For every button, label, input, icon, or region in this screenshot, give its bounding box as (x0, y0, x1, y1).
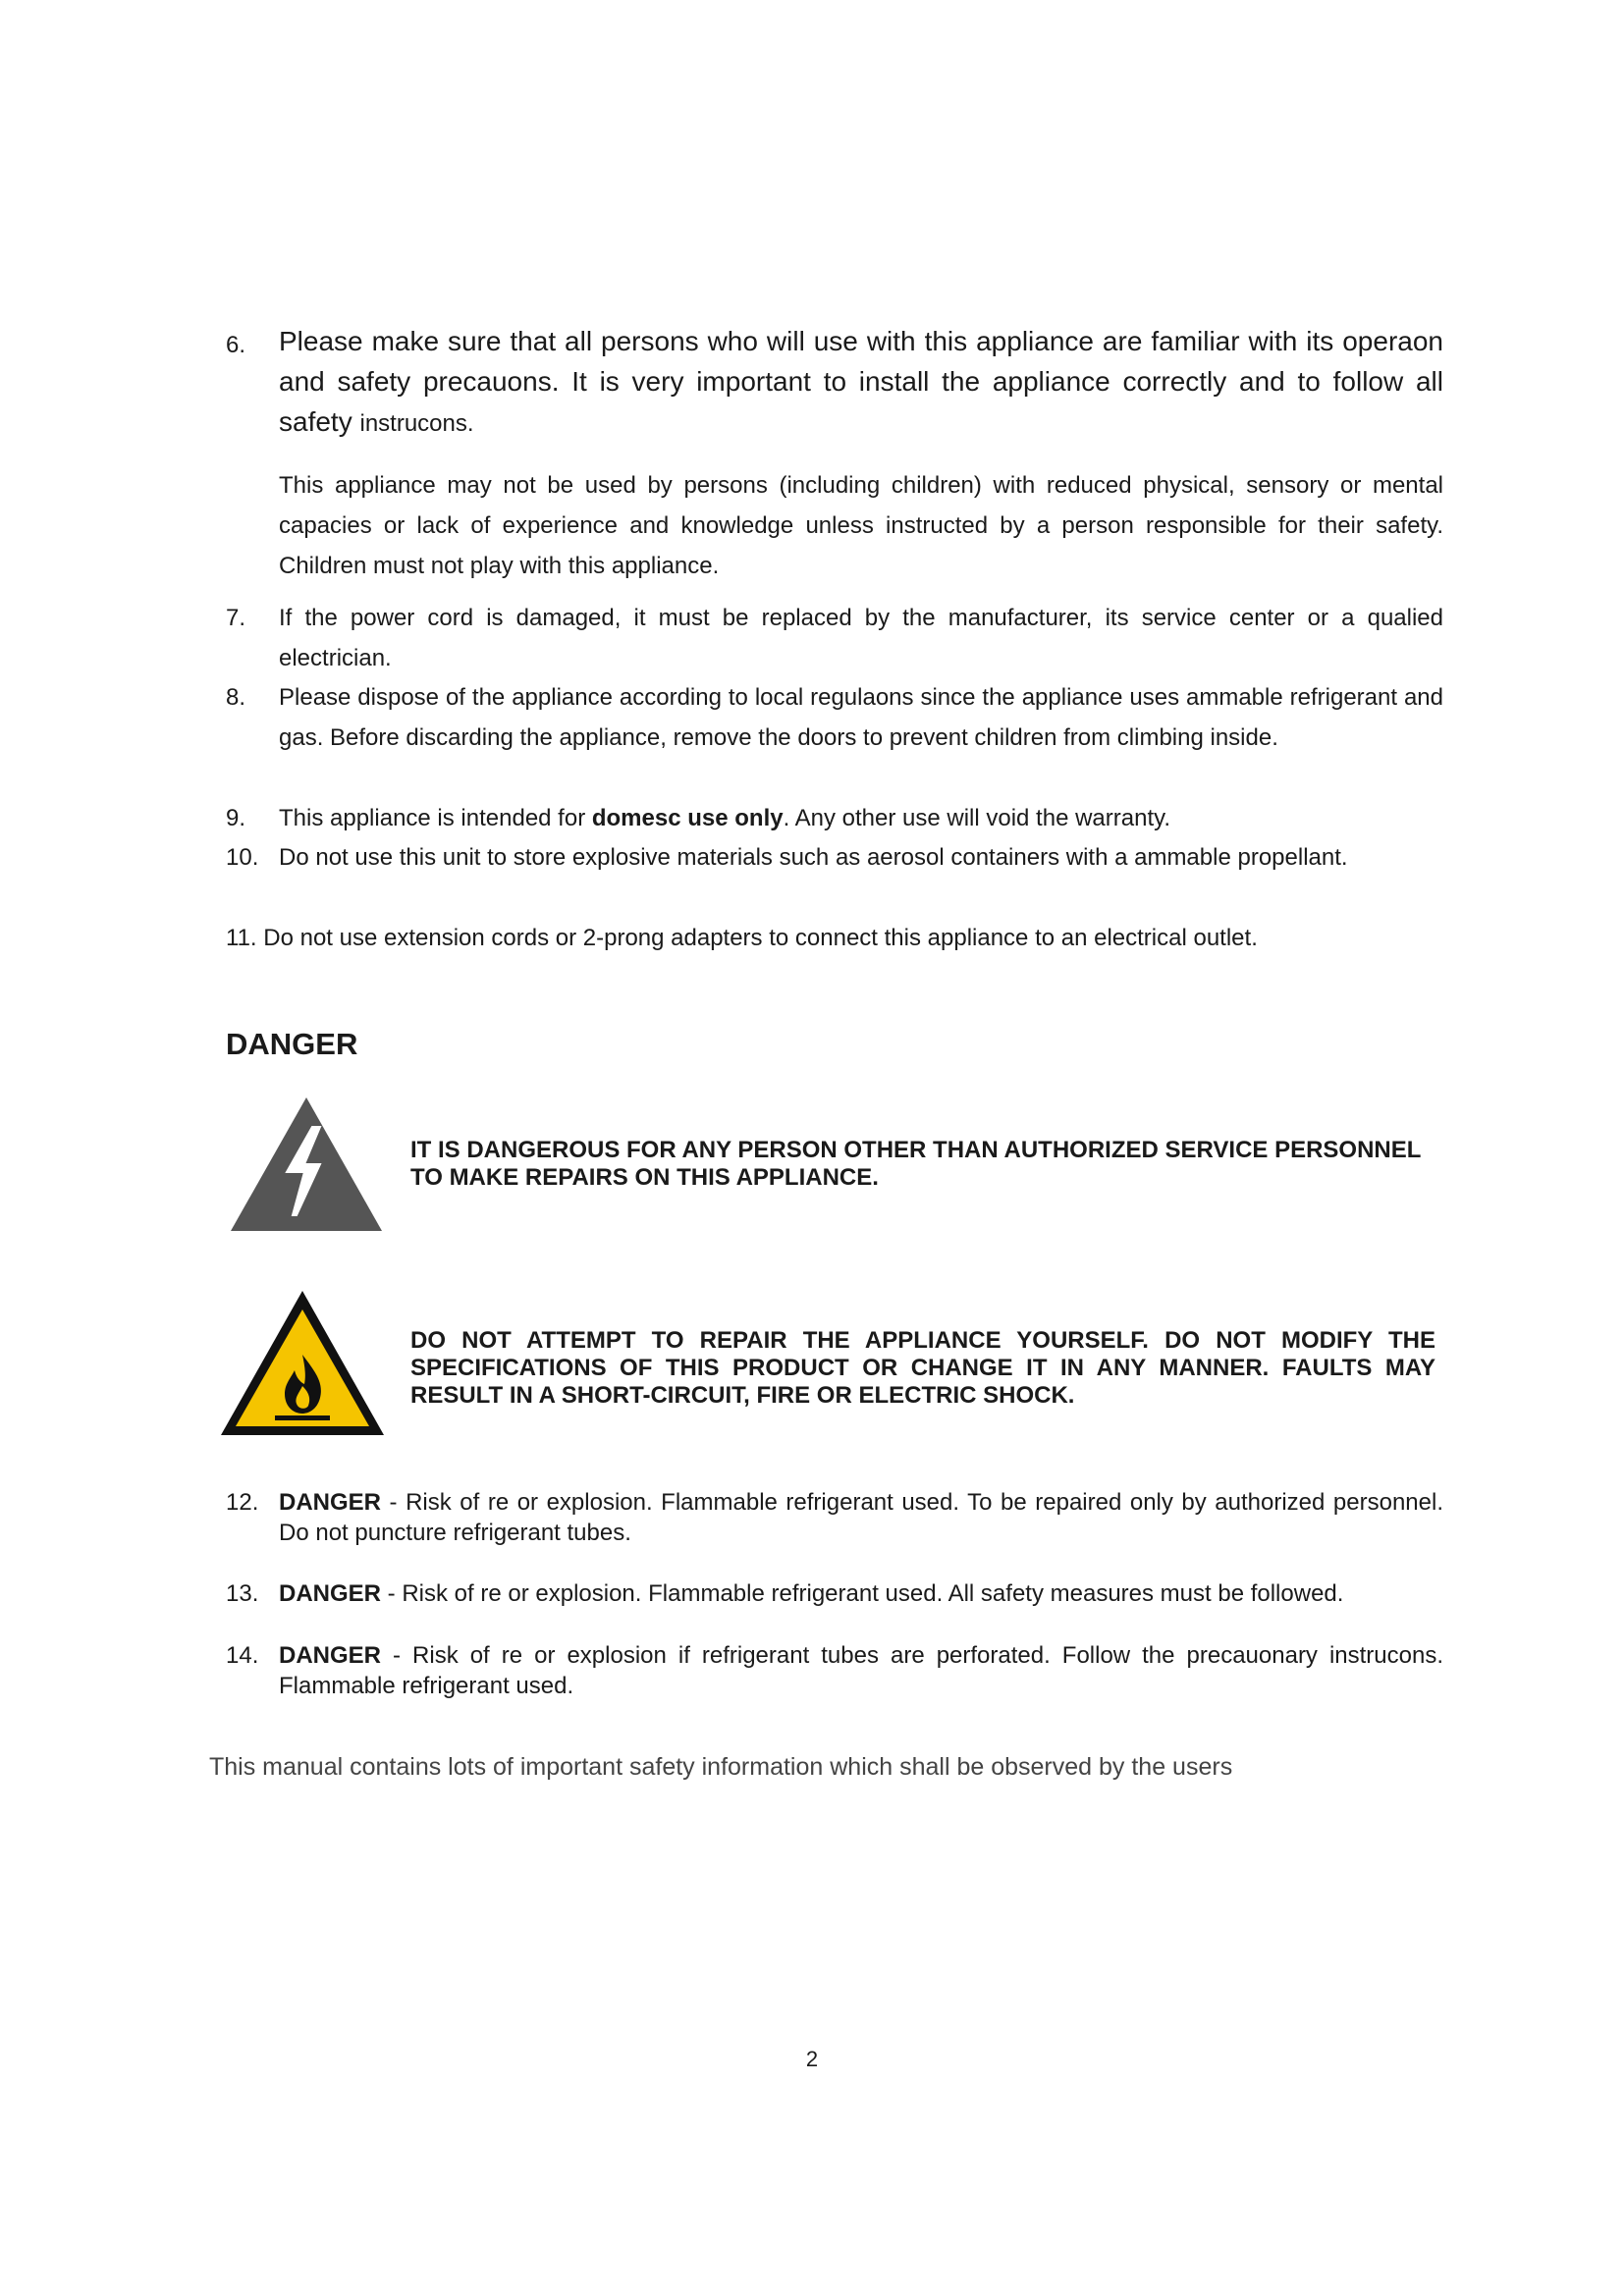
appliance-usage-note: This appliance may not be used by persons (including children) with reduced physical, sensory or mental capacies or lack of experience and knowledge unless instructed by a person responsible for their safety. Children must not play with this appliance. (279, 472, 1443, 579)
list-text-small: instrucons. (359, 410, 474, 437)
danger-label: DANGER (279, 1580, 382, 1607)
warning-text-modify: DO NOT ATTEMPT TO REPAIR THE APPLIANCE YOURSELF. DO NOT MODIFY THE SPECIFICATIONS OF THIS PRODUCT OR CHANGE IT IN ANY MANNER. FAULTS MAY RESULT IN A SHORT-CIRCUIT, FIRE OR ELECTRIC SHOCK. (410, 1327, 1435, 1409)
flammable-warning-icon (218, 1288, 387, 1439)
electric-shock-warning-icon (228, 1094, 385, 1235)
list-item-11: 11. Do not use extension cords or 2-prong adapters to connect this appliance to an electrical outlet. (226, 925, 1258, 951)
list-text-before: This appliance is intended for (279, 805, 592, 831)
list-text-after: . Any other use will void the warranty. (783, 805, 1170, 831)
list-text-main: Please make sure that all persons who will use with this appliance are familiar with its operaon and safety precauons. It is very important to install the appliance correctly and to follow all safety (279, 326, 1443, 437)
list-number: 8. (226, 684, 246, 711)
footer-note: This manual contains lots of important safety information which shall be observed by the users (209, 1753, 1233, 1781)
list-number: 7. (226, 605, 246, 631)
danger-description: - Risk of re or explosion if refrigerant tubes are perforated. Follow the precauonary instrucons. Flammable refrigerant used. (279, 1642, 1443, 1699)
warning-text-repairs: IT IS DANGEROUS FOR ANY PERSON OTHER THAN AUTHORIZED SERVICE PERSONNEL TO MAKE REPAIRS ON THIS APPLIANCE. (410, 1137, 1421, 1191)
danger-label: DANGER (279, 1642, 382, 1669)
list-text (279, 321, 1443, 444)
list-number: 10. (226, 844, 259, 871)
danger-text (279, 1640, 1443, 1701)
list-text: Do not use this unit to store explosive materials such as aerosol containers with a ammable propellant. (279, 844, 1348, 871)
list-number: 12. (226, 1489, 259, 1516)
list-text-bold: domesc use only (591, 805, 784, 831)
list-text (279, 798, 1443, 838)
list-text: If the power cord is damaged, it must be replaced by the manufacturer, its service center or a qualied electrician. (279, 605, 1443, 671)
list-number: 6. (226, 332, 246, 358)
danger-description: - Risk of re or explosion. Flammable refrigerant used. All safety measures must be followed. (381, 1580, 1344, 1607)
danger-label: DANGER (279, 1489, 382, 1516)
flame-base-line (275, 1415, 330, 1420)
page-number: 2 (805, 2047, 819, 2071)
list-number: 14. (226, 1642, 259, 1669)
danger-description: - Risk of re or explosion. Flammable refrigerant used. To be repaired only by authorized personnel. Do not puncture refrigerant tubes. (279, 1489, 1443, 1546)
danger-text (279, 1487, 1443, 1548)
list-number: 13. (226, 1580, 259, 1607)
danger-heading: DANGER (226, 1027, 358, 1061)
list-text: Please dispose of the appliance according to local regulaons since the appliance uses ammable refrigerant and gas. Before discarding the appliance, remove the doors to prevent children from climbing inside. (279, 684, 1443, 751)
list-number: 9. (226, 805, 246, 831)
danger-text (279, 1578, 1443, 1609)
